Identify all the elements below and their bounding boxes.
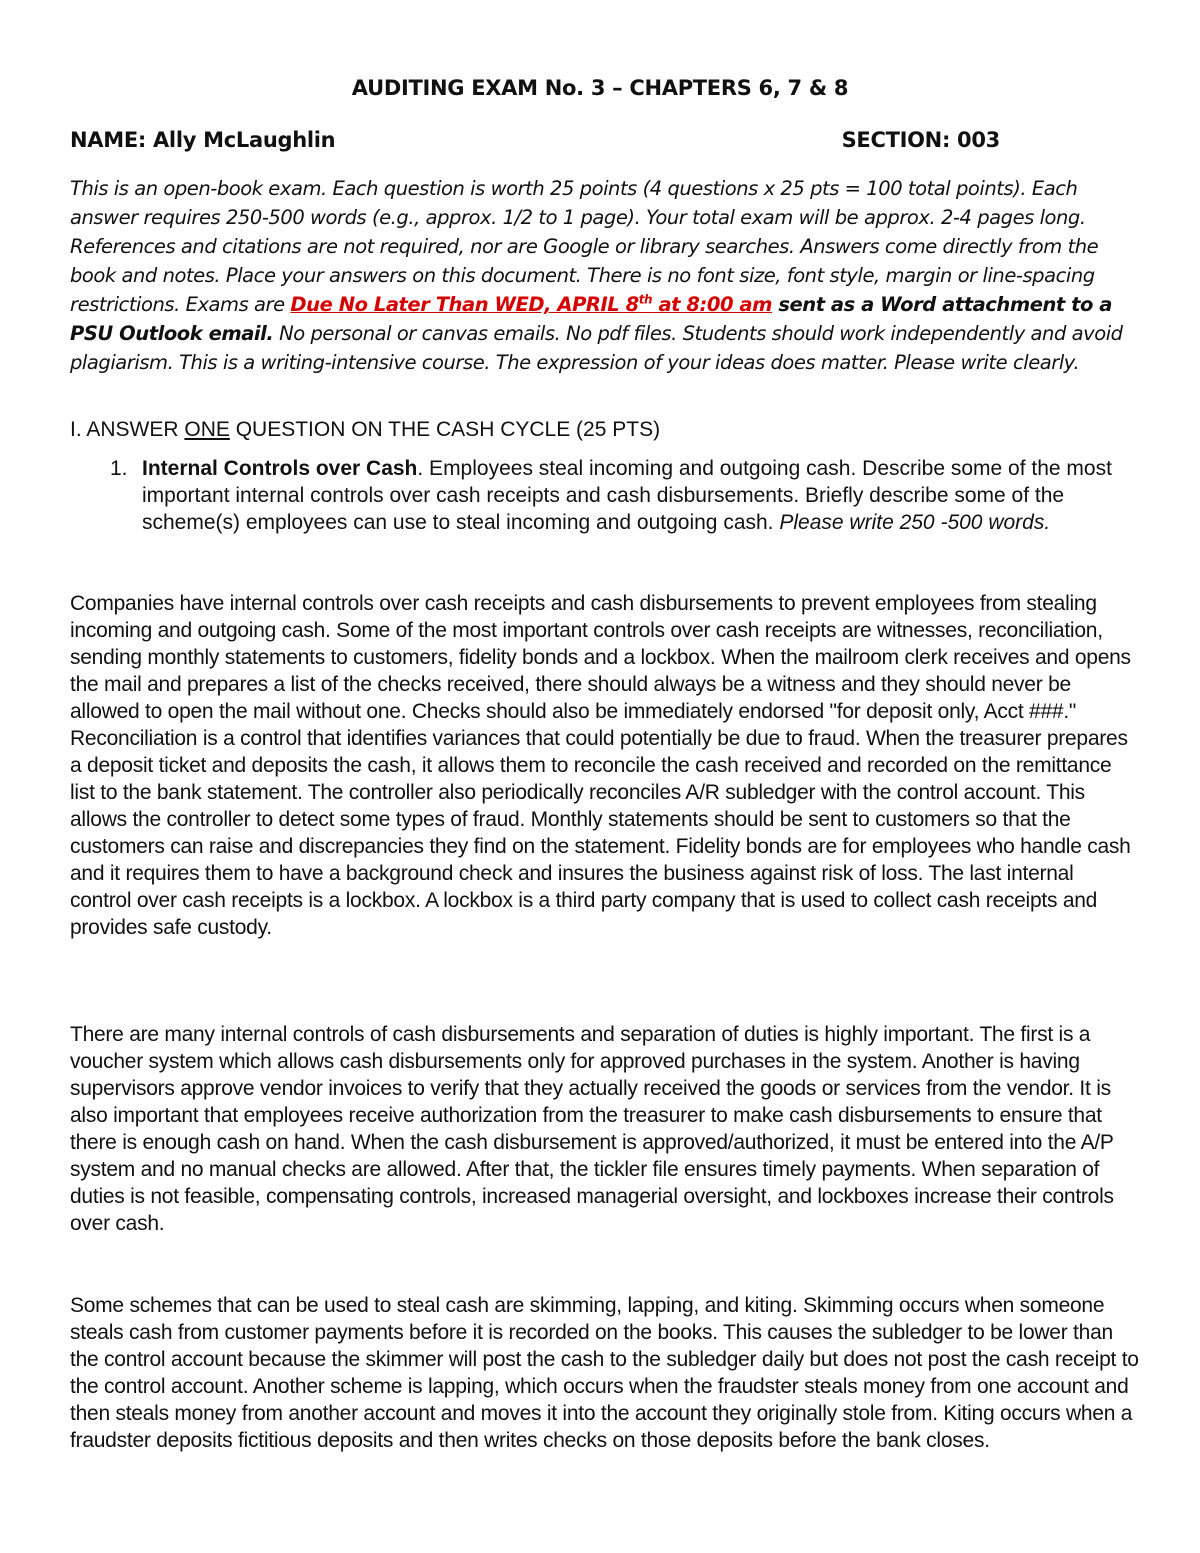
student-name: NAME: Ally McLaughlin [70,128,336,152]
question-1 [110,455,1140,536]
name-section-row [70,128,1000,152]
due-date [290,293,772,316]
answer-paragraph: Some schemes that can be used to steal cash are skimming, lapping, and kiting. Skimming occurs when someone steals cash from customer payments before it is recorded on the books. This causes the subledger to be lower than the control account because the skimmer will post the cash to the subledger daily but does not post the cash receipt to the control account. Another scheme is lapping, which occurs when the fraudster steals money from one account and then steals money from another account and moves it into the account they originally stole from. Kiting occurs when a fraudster deposits fictitious deposits and then writes checks on those deposits before the bank closes. [70,1294,1139,1452]
part-heading [70,416,1130,444]
due-date-suffix: th [638,292,653,307]
question-text: . Employees steal incoming and outgoing cash. Describe some of the most important internal controls over cash receipts and cash disbursements. Briefly describe some of the scheme(s) employees can use to steal incoming and outgoing cash. [142,457,1112,534]
instructions-text-2: No personal or canvas emails. No pdf files. Students should work independently and avoid plagiarism. This is a writing-intensive course. The expression of your ideas does matter. Please write clearly. [70,322,1123,374]
answer-paragraph: Companies have internal controls over cash receipts and cash disbursements to prevent employees from stealing incoming and outgoing cash. Some of the most important controls over cash receipts are witnesses, reconciliation, sending monthly statements to customers, fidelity bonds and a lockbox. When the mailroom clerk receives and opens the mail and prepares a list of the checks received, there should always be a witness and they should never be allowed to open the mail without one. Checks should also be immediately endorsed "for deposit only, Acct ###." Reconciliation is a control that identifies variances that could potentially be due to fraud. When the treasurer prepares a deposit ticket and deposits the cash, it allows them to reconcile the cash received and recorded on the remittance list to the bank statement. The controller also periodically reconciles A/R subledger with the control account. This allows the controller to detect some types of fraud. Monthly statements should be sent to customers so that the customers can raise and discrepancies they find on the statement. Fidelity bonds are for employees who handle cash and it requires them to have a background check and insures the business against risk of loss. The last internal control over cash receipts is a lockbox. A lockbox is a third party company that is used to collect cash receipts and provides safe custody. [70,592,1131,939]
question-word-note: Please write 250 -500 words. [779,511,1051,534]
answer-paragraph: There are many internal controls of cash disbursements and separation of duties is highly important. The first is a voucher system which allows cash disbursements only for approved purchases in the system. Another is having supervisors approve vendor invoices to verify that they actually received the goods or services from the vendor. It is also important that employees receive authorization from the treasurer to make cash disbursements to ensure that there is enough cash on hand. When the cash disbursement is approved/authorized, it must be entered into the A/P system and no manual checks are allowed. After that, the tickler file ensures timely payments. When separation of duties is not feasible, compensating controls, increased managerial oversight, and lockboxes increase their controls over cash. [70,1023,1114,1235]
exam-title: AUDITING EXAM No. 3 – CHAPTERS 6, 7 & 8 [351,76,849,100]
exam-instructions [70,174,1130,377]
question-title: Internal Controls over Cash [142,457,418,480]
section-number: SECTION: 003 [841,128,1000,152]
part-heading-suffix: QUESTION ON THE CASH CYCLE (25 PTS) [229,418,661,441]
submission-method: sent as a Word attachment to a PSU Outlook email. [70,293,1112,345]
question-number: 1. [110,457,128,480]
question-body [142,455,1140,536]
instructions-text-1: This is an open-book exam. Each question is worth 25 points (4 questions x 25 pts = 100 total points). Each answer requires 250-500 words (e.g., approx. 1/2 to 1 page). Your total exam will be approx. 2-4 pages long. References and citations are not required, nor are Google or library searches. Answers come directly from the book and notes. Place your answers on this document. There is no font size, font style, margin or line-spacing restrictions. Exams are [70,177,1099,316]
due-time: at 8:00 am [652,293,772,316]
part-heading-emphasis: ONE [184,418,230,441]
due-date-main: Due No Later Than WED, APRIL 8 [290,293,639,316]
part-heading-prefix: I. ANSWER [70,418,185,441]
